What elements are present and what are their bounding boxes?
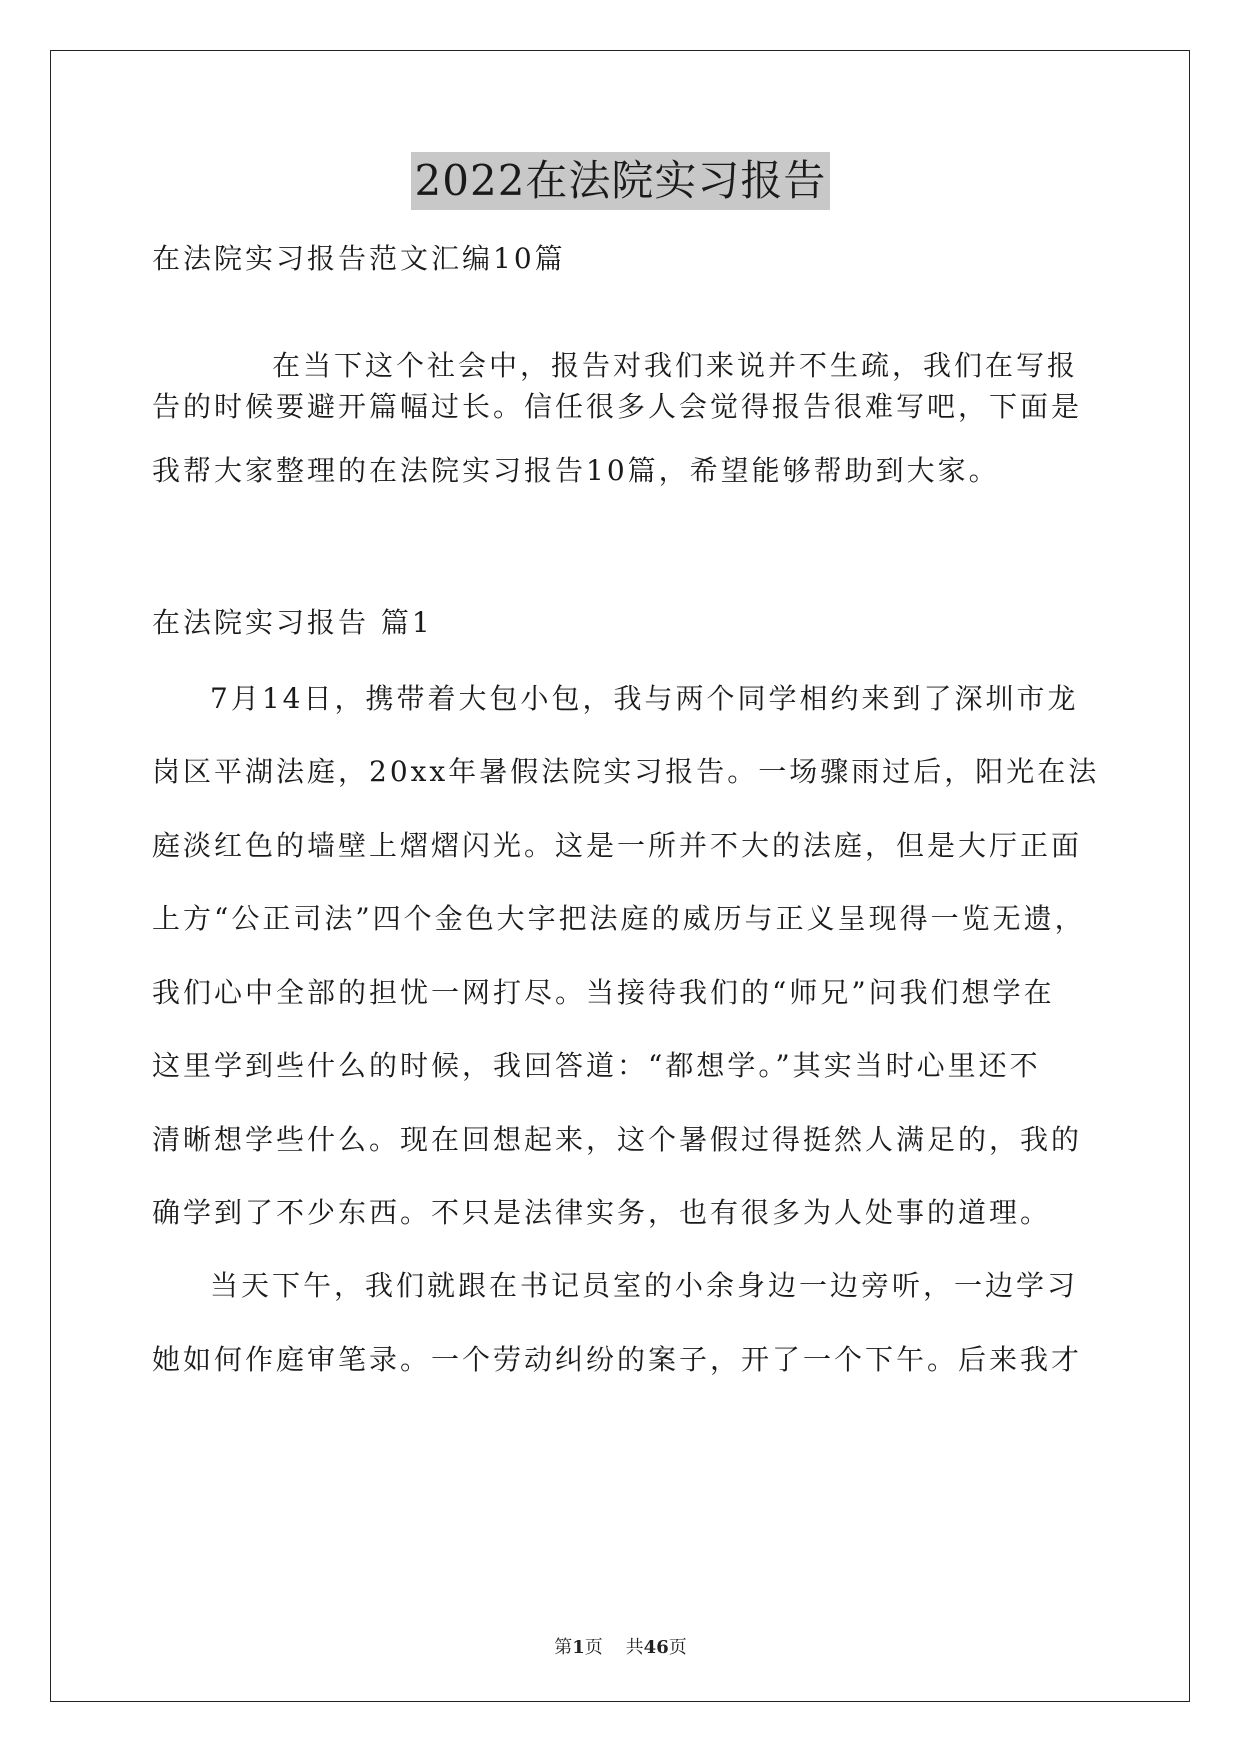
footer-page-prefix: 第 bbox=[554, 1637, 573, 1658]
paragraph-line: 这里学到些什么的时候，我回答道：“都想学。”其实当时心里还不 bbox=[152, 1049, 1041, 1082]
section-heading: 在法院实习报告 篇1 bbox=[152, 606, 433, 639]
footer-total-prefix: 共 bbox=[625, 1637, 644, 1658]
paragraph-line: 确学到了不少东西。不只是法律实务，也有很多为人处事的道理。 bbox=[152, 1196, 1052, 1229]
footer-page-number: 1 bbox=[572, 1637, 585, 1658]
footer-total-suffix: 页 bbox=[668, 1637, 687, 1658]
paragraph-line: 她如何作庭审笔录。一个劳动纠纷的案子，开了一个下午。后来我才 bbox=[152, 1343, 1083, 1376]
intro-line: 在当下这个社会中，报告对我们来说并不生疏，我们在写报 bbox=[272, 349, 1079, 382]
paragraph-line: 上方“公正司法”四个金色大字把法庭的威历与正义呈现得一览无遗， bbox=[152, 902, 1086, 935]
paragraph-line: 庭淡红色的墙壁上熠熠闪光。这是一所并不大的法庭，但是大厅正面 bbox=[152, 829, 1083, 862]
document-subtitle: 在法院实习报告范文汇编10篇 bbox=[152, 242, 566, 275]
paragraph-line: 岗区平湖法庭，20xx年暑假法院实习报告。一场骤雨过后，阳光在法 bbox=[152, 755, 1100, 788]
intro-line: 我帮大家整理的在法院实习报告10篇，希望能够帮助到大家。 bbox=[152, 454, 1000, 487]
paragraph-line: 当天下午，我们就跟在书记员室的小余身边一边旁听，一边学习 bbox=[210, 1269, 1079, 1302]
footer-total-pages: 46 bbox=[643, 1637, 669, 1658]
title-container bbox=[0, 152, 1241, 210]
paragraph-line: 清晰想学些什么。现在回想起来，这个暑假过得挺然人满足的，我的 bbox=[152, 1123, 1083, 1156]
intro-line: 告的时候要避开篇幅过长。信任很多人会觉得报告很难写吧，下面是 bbox=[152, 390, 1083, 423]
page-border bbox=[50, 50, 1190, 1702]
paragraph-line: 7月14日，携带着大包小包，我与两个同学相约来到了深圳市龙 bbox=[210, 682, 1079, 715]
document-title: 2022在法院实习报告 bbox=[411, 152, 831, 210]
paragraph-line: 我们心中全部的担忧一网打尽。当接待我们的“师兄”问我们想学在 bbox=[152, 976, 1055, 1009]
footer-page-suffix: 页 bbox=[584, 1637, 603, 1658]
page-footer bbox=[0, 1636, 1241, 1660]
